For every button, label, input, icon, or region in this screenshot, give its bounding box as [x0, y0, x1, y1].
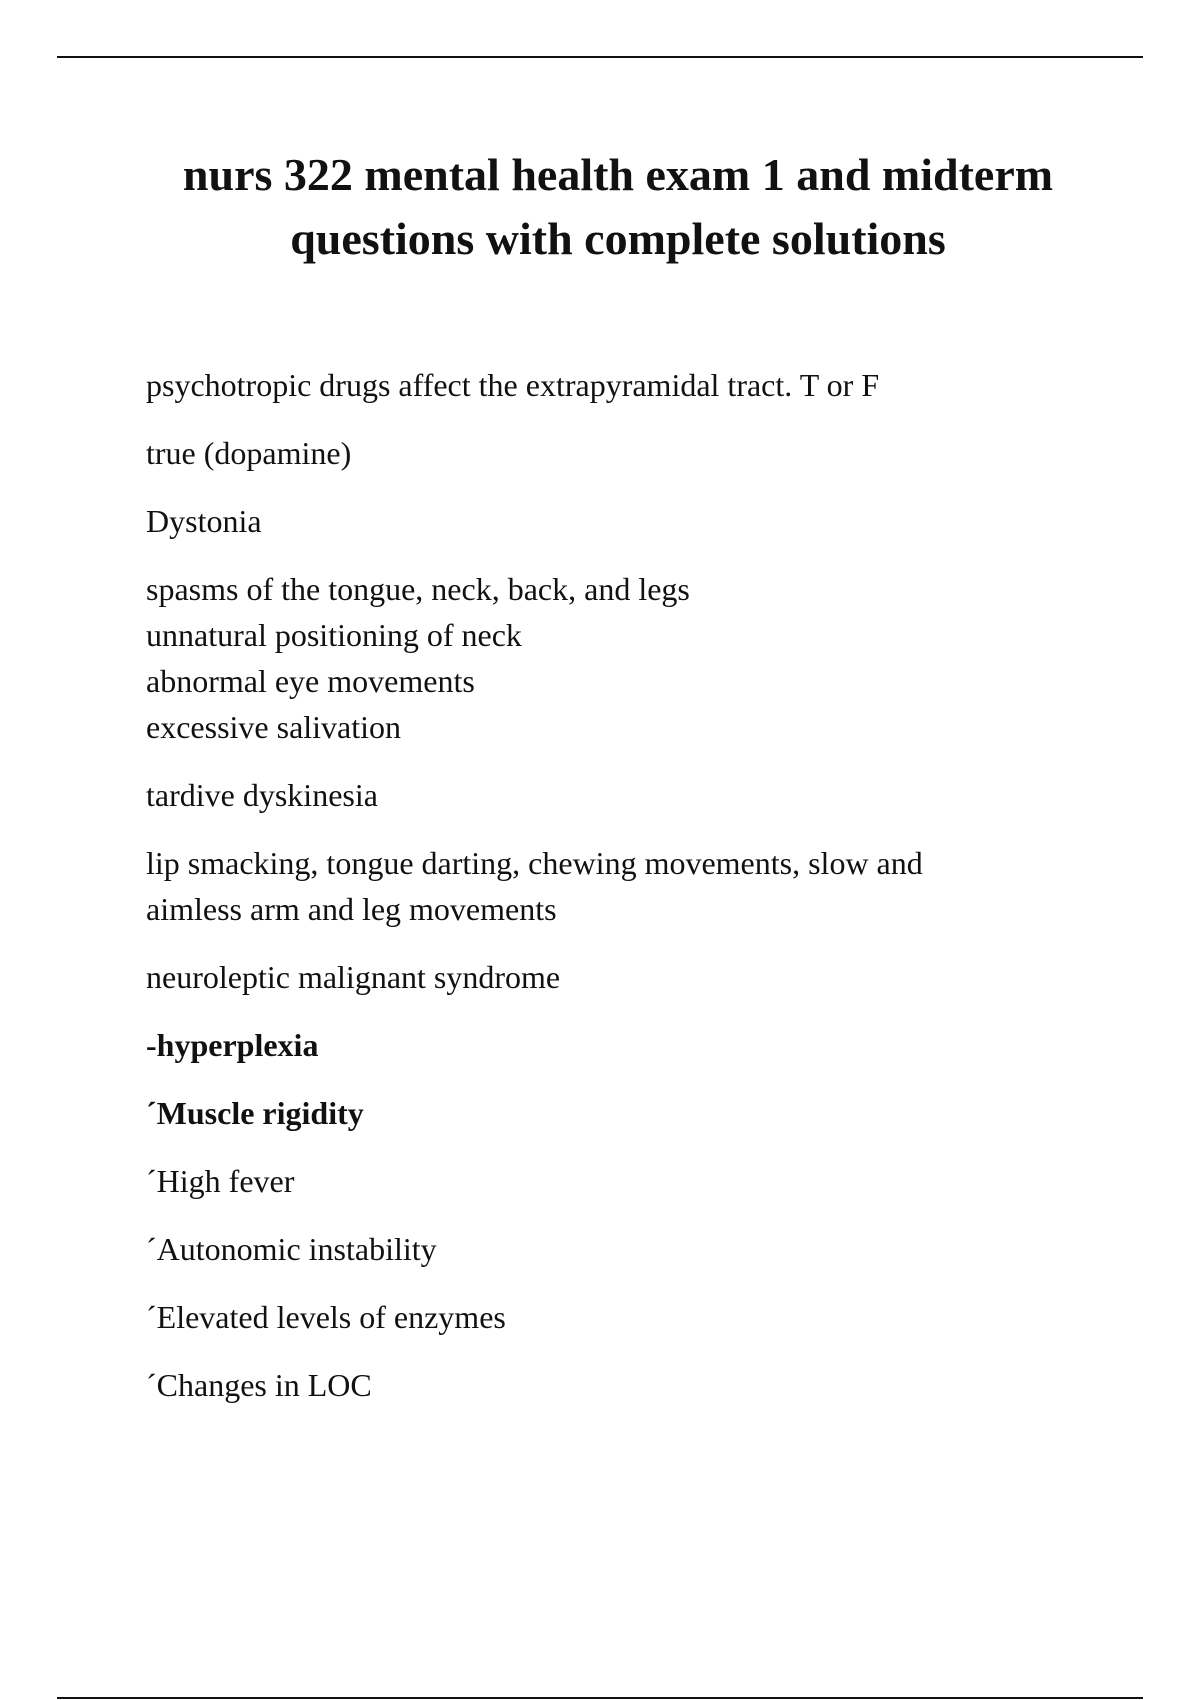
paragraph-answer-1	[146, 430, 1066, 476]
paragraph-answer-4-item-3	[146, 1158, 1066, 1204]
text-line: tardive dyskinesia	[146, 777, 378, 813]
text-line: ´Elevated levels of enzymes	[146, 1299, 506, 1335]
title-line-2: questions with complete solutions	[290, 213, 946, 264]
text-line: -hyperplexia	[146, 1027, 319, 1063]
paragraph-question-1	[146, 362, 1066, 408]
paragraph-answer-4-item-5	[146, 1294, 1066, 1340]
text-line: spasms of the tongue, neck, back, and legs	[146, 571, 690, 607]
top-rule	[57, 56, 1143, 58]
paragraph-answer-4-item-1	[146, 1022, 1066, 1068]
paragraph-question-2	[146, 498, 1066, 544]
paragraph-answer-4-item-6	[146, 1362, 1066, 1408]
text-line: psychotropic drugs affect the extrapyramidal tract. T or F	[146, 367, 880, 403]
paragraph-answer-4-item-4	[146, 1226, 1066, 1272]
text-line: ´Changes in LOC	[146, 1367, 372, 1403]
title-line-1: nurs 322 mental health exam 1 and midterm	[182, 149, 1054, 200]
text-line: unnatural positioning of neck	[146, 617, 522, 653]
paragraph-question-4	[146, 954, 1066, 1000]
text-line: true (dopamine)	[146, 435, 352, 471]
text-line: ´Muscle rigidity	[146, 1095, 364, 1131]
paragraph-answer-2	[146, 566, 1066, 750]
bottom-rule	[57, 1697, 1143, 1699]
document-body	[146, 362, 1066, 1430]
text-line: ´High fever	[146, 1163, 295, 1199]
text-line: abnormal eye movements	[146, 663, 475, 699]
text-line: Dystonia	[146, 503, 262, 539]
document-title	[90, 143, 1146, 271]
text-line: aimless arm and leg movements	[146, 891, 557, 927]
text-line: lip smacking, tongue darting, chewing movements, slow and	[146, 845, 923, 881]
paragraph-answer-4-item-2	[146, 1090, 1066, 1136]
text-line: excessive salivation	[146, 709, 402, 745]
text-line: neuroleptic malignant syndrome	[146, 959, 561, 995]
paragraph-answer-3	[146, 840, 1066, 932]
text-line: ´Autonomic instability	[146, 1231, 437, 1267]
paragraph-question-3	[146, 772, 1066, 818]
